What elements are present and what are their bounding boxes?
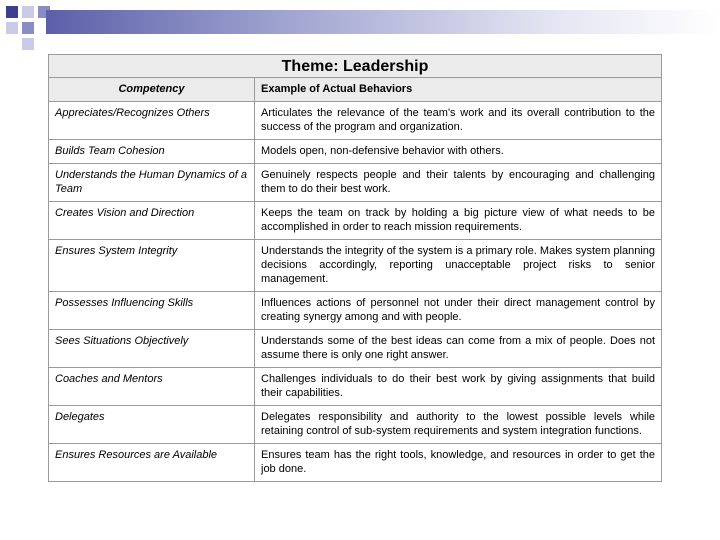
behavior-cell: Understands some of the best ideas can come from a mix of people. Does not assume there is only one right answer. bbox=[255, 330, 662, 368]
table-row bbox=[49, 140, 662, 164]
table-row bbox=[49, 240, 662, 292]
table-row bbox=[49, 164, 662, 202]
behavior-cell: Keeps the team on track by holding a big picture view of what needs to be accomplished in order to reach mission requirements. bbox=[255, 202, 662, 240]
competency-cell: Builds Team Cohesion bbox=[49, 140, 255, 164]
behavior-cell: Influences actions of personnel not under their direct management control by creating synergy among and with people. bbox=[255, 292, 662, 330]
competency-cell: Delegates bbox=[49, 406, 255, 444]
leadership-table bbox=[48, 54, 662, 482]
column-header-competency: Competency bbox=[49, 78, 255, 102]
behavior-cell: Ensures team has the right tools, knowledge, and resources in order to get the job done. bbox=[255, 444, 662, 482]
competency-cell: Appreciates/Recognizes Others bbox=[49, 102, 255, 140]
table-row bbox=[49, 292, 662, 330]
square-mid bbox=[22, 22, 34, 34]
behavior-cell: Understands the integrity of the system is a primary role. Makes system planning decisions accordingly, reporting unacceptable project risks to senior management. bbox=[255, 240, 662, 292]
table-row bbox=[49, 102, 662, 140]
square-light bbox=[22, 38, 34, 50]
table-body bbox=[49, 102, 662, 482]
behavior-cell: Articulates the relevance of the team's work and its overall contribution to the success of the program and organization. bbox=[255, 102, 662, 140]
competency-cell: Understands the Human Dynamics of a Team bbox=[49, 164, 255, 202]
competency-cell: Sees Situations Objectively bbox=[49, 330, 255, 368]
table-row bbox=[49, 444, 662, 482]
header-gradient-bar bbox=[46, 10, 720, 34]
table-row bbox=[49, 330, 662, 368]
competency-cell: Ensures System Integrity bbox=[49, 240, 255, 292]
behavior-cell: Delegates responsibility and authority to the lowest possible levels while retaining control of sub-system requirements and system integration functions. bbox=[255, 406, 662, 444]
square-dark bbox=[6, 6, 18, 18]
table-row bbox=[49, 406, 662, 444]
competency-cell: Creates Vision and Direction bbox=[49, 202, 255, 240]
column-header-behaviors: Example of Actual Behaviors bbox=[255, 78, 662, 102]
behavior-cell: Models open, non-defensive behavior with others. bbox=[255, 140, 662, 164]
table-row bbox=[49, 202, 662, 240]
competency-cell: Possesses Influencing Skills bbox=[49, 292, 255, 330]
square-light bbox=[6, 22, 18, 34]
behavior-cell: Challenges individuals to do their best work by giving assignments that build their capabilities. bbox=[255, 368, 662, 406]
table-row bbox=[49, 368, 662, 406]
behavior-cell: Genuinely respects people and their talents by encouraging and challenging them to do their best work. bbox=[255, 164, 662, 202]
square-light bbox=[22, 6, 34, 18]
competency-cell: Coaches and Mentors bbox=[49, 368, 255, 406]
table-title: Theme: Leadership bbox=[49, 55, 662, 78]
competency-cell: Ensures Resources are Available bbox=[49, 444, 255, 482]
